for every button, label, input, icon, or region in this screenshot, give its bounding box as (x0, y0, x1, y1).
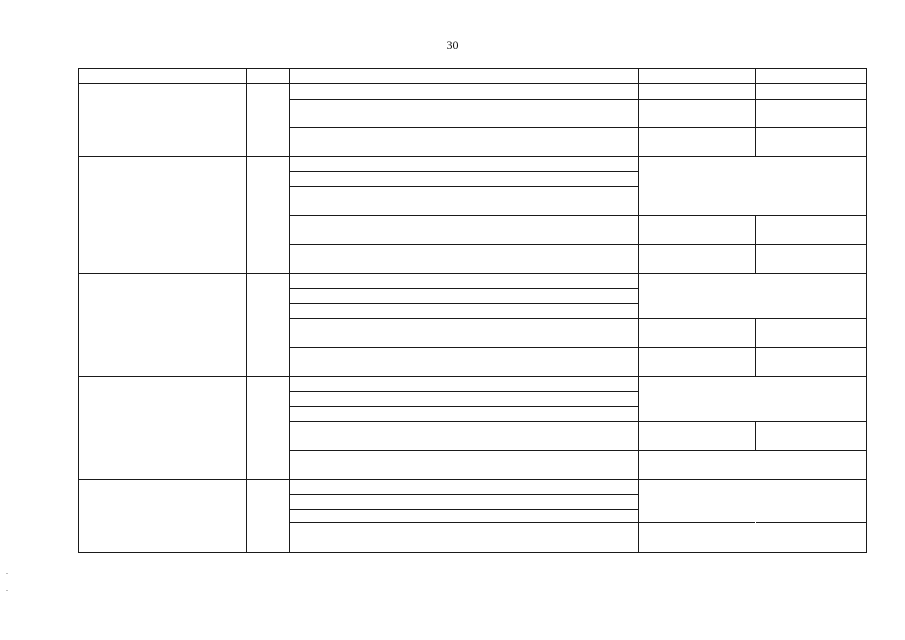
merged-cell-mask (755, 480, 756, 552)
row-rule (289, 347, 638, 348)
merged-cell-mask (755, 274, 756, 318)
value-rule (638, 450, 866, 451)
row-rule (289, 318, 638, 319)
value-rule (638, 127, 866, 128)
row-rule (289, 273, 638, 274)
value-rule (638, 99, 866, 100)
value-rule (638, 318, 866, 319)
value-rule (638, 421, 866, 422)
value-rule (638, 244, 866, 245)
row-rule (289, 421, 638, 422)
header-bottom-border (78, 83, 867, 84)
value-rule (638, 347, 866, 348)
row-rule (289, 288, 638, 289)
group-rule (78, 273, 289, 274)
row-rule (289, 406, 638, 407)
table-top-border (78, 68, 867, 69)
row-rule (289, 99, 638, 100)
row-rule (289, 376, 638, 377)
value-rule (638, 479, 866, 480)
value-rule (638, 376, 866, 377)
page-number: 30 (446, 38, 459, 52)
column-rule (866, 68, 867, 552)
row-rule (289, 186, 638, 187)
row-rule (289, 450, 638, 451)
row-rule (289, 494, 638, 495)
scan-artifact (6, 590, 8, 591)
value-rule (638, 522, 866, 523)
row-rule (289, 244, 638, 245)
table-bottom-border (78, 552, 867, 553)
value-rule (638, 215, 866, 216)
row-rule (289, 522, 638, 523)
value-rule (638, 156, 866, 157)
row-rule (289, 391, 638, 392)
scan-artifact (6, 573, 8, 574)
merged-cell-mask (755, 377, 756, 421)
group-rule (78, 156, 289, 157)
row-rule (289, 303, 638, 304)
group-rule (78, 376, 289, 377)
row-rule (289, 156, 638, 157)
value-rule (638, 273, 866, 274)
row-rule (289, 215, 638, 216)
merged-cell-mask (755, 451, 756, 479)
row-rule (289, 479, 638, 480)
group-rule (78, 479, 289, 480)
row-rule (289, 127, 638, 128)
merged-cell-mask (755, 157, 756, 215)
row-rule (289, 509, 638, 510)
row-rule (289, 171, 638, 172)
